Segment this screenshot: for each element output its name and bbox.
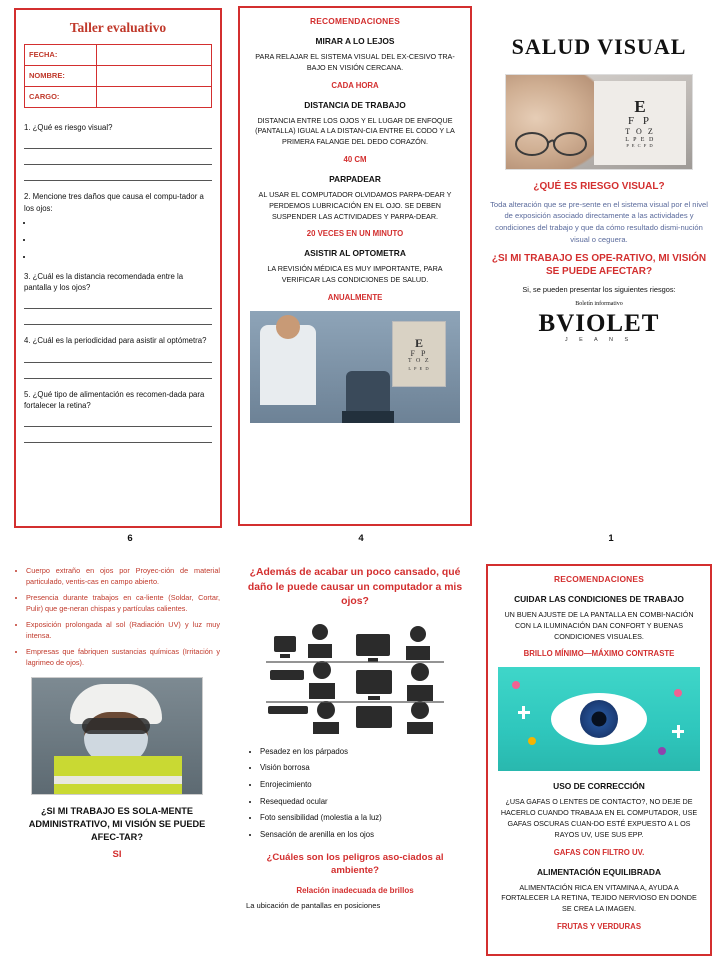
question-heading-riesgo: ¿QUÉ ES RIESGO VISUAL? (533, 181, 665, 192)
answer-bullet[interactable] (34, 252, 212, 261)
subsection-body-mirar: PARA RELAJAR EL SISTEMA VISUAL DEL EX-CESIVO TRA- BAJO EN VISIÓN CERCANA. (255, 52, 455, 72)
list-item: • Cuerpo extraño en ojos por Proyec-ción de material particulado, ventis-cas en campo abierto. (26, 566, 220, 587)
recomendaciones-box-2 (486, 564, 712, 956)
field-row-cargo (25, 87, 211, 107)
field-value-fecha[interactable] (97, 45, 211, 65)
answer-bullet[interactable] (34, 235, 212, 244)
list-item: • Resequedad ocular (260, 796, 464, 808)
cover-photo (505, 74, 693, 170)
field-value-nombre[interactable] (97, 66, 211, 86)
section-heading: RECOMENDACIONES (309, 16, 400, 26)
subsection-accent-brillo: BRILLO MÍNIMO—MÁXIMO CONTRASTE (523, 649, 675, 659)
phoropter-stand (342, 411, 394, 423)
subsection-title-parpadear: PARPADEAR (329, 173, 381, 184)
answer-line[interactable] (24, 154, 212, 165)
list-item: • Presencia durante trabajos en ca-liente (Soldar, Cortar, Pulir) que ge-neran chispas y partículas calientes. (26, 593, 220, 614)
form-fields (24, 44, 212, 108)
eye-chart-line-2: F P (628, 114, 652, 127)
answer-line[interactable] (24, 138, 212, 149)
list-item: • Empresas que fabriquen sustancias químicas (Irritación y lagrimeo de ojos). (26, 647, 220, 668)
answer-si: SI (112, 848, 122, 860)
subsection-accent-mirar: CADA HORA (331, 80, 379, 90)
answer-body-riesgo: Toda alteración que se pre-sente en el sistema visual por el nivel de exposición asociado directamente a las actividades y condiciones del trabajo y que da cómo resultado dismi-nución visual o ceguera. (490, 199, 708, 244)
panel-riesgos-operativos (0, 558, 232, 960)
panel-recomendaciones-b (478, 558, 720, 960)
safety-goggles (82, 718, 150, 734)
field-row-nombre (25, 66, 211, 87)
subsection-title-mirar: MIRAR A LO LEJOS (315, 36, 395, 46)
question-3: 3. ¿Cuál es la distancia recomendada entre la pantalla y los ojos? (24, 271, 184, 293)
answer-line[interactable] (24, 352, 212, 363)
field-row-fecha (25, 45, 211, 66)
field-value-cargo[interactable] (97, 87, 211, 107)
subsection-body-parpadear: AL USAR EL COMPUTADOR OLVIDAMOS PARPA-DEAR Y PERDEMOS LUBRICACIÓN EN EL OJO. SE DEBEN SUSPENDER LAS ACTIVIDADES Y PARPA-DEAR. (258, 189, 452, 221)
question-4: 4. ¿Cuál es la periodicidad para asistir al optómetra? (24, 336, 207, 346)
taller-box (14, 8, 222, 528)
subsection-body-condiciones: UN BUEN AJUSTE DE LA PANTALLA EN COMBI-NACIÓN CON LA ILUMINACIÓN DAN CONFORT Y BUENAS CONDICIONES VISUALES. (504, 610, 694, 641)
risk-list (26, 566, 220, 669)
recomendaciones-box (238, 6, 472, 526)
cross-mark (677, 725, 680, 738)
answer-body-operativo: Si, se pueden presentar los siguientes riesgos: (522, 284, 676, 294)
subsection-accent-gafas: GAFAS CON FILTRO UV. (553, 847, 645, 857)
subsection-accent-frutas: FRUTAS Y VERDURAS (556, 921, 642, 931)
brand-logo: BVIOLET (538, 309, 660, 337)
answer-line[interactable] (24, 170, 212, 181)
dot (512, 681, 520, 689)
list-item: • Foto sensibilidad (molestia a la luz) (260, 812, 464, 824)
office-workers-svg (260, 618, 450, 736)
panel-taller-evaluativo (0, 0, 232, 558)
answer-line[interactable] (24, 314, 212, 325)
question-heading-dano: ¿Además de acabar un poco cansado, qué daño le puede causar un computador a mis ojos? (247, 567, 463, 608)
doctor-head (276, 315, 300, 339)
subsection-body-alimentacion: ALIMENTACIÓN RICA EN VITAMINA A, AYUDA A FORTALECER LA RETINA, TEJIDO NERVIOSO EN DONDE SE CREA LA IMAGEN. (501, 882, 697, 914)
subsection-body-brillos: La ubicación de pantallas en posiciones (246, 900, 381, 910)
list-item: • Sensación de arenilla en los ojos (260, 829, 464, 841)
answer-line[interactable] (24, 432, 212, 443)
page-title: Taller evaluativo (69, 20, 167, 35)
subsection-body-optometra: LA REVISIÓN MÉDICA ES MUY IMPORTANTE, PARA VERIFICAR LAS CONDICIONES DE SALUD. (267, 264, 443, 285)
answer-lines-4[interactable] (24, 352, 212, 379)
office-illustration (260, 618, 450, 736)
subsection-accent-optometra: ANUALMENTE (327, 292, 383, 302)
eye-chart-line-3: T O Z (625, 126, 655, 136)
cross-mark (522, 706, 525, 719)
symptom-list (260, 746, 464, 841)
dot (674, 689, 682, 697)
eye-pupil (592, 712, 607, 727)
subsection-accent-parpadear: 20 VECES EN UN MINUTO (306, 229, 404, 239)
question-5: 5. ¿Qué tipo de alimentación es recomen-dada para fortalecer la retina? (24, 389, 205, 411)
answer-lines-1[interactable] (24, 138, 212, 181)
eye-illustration (498, 667, 700, 771)
answer-line[interactable] (24, 416, 212, 427)
subsection-body-distancia: DISTANCIA ENTRE LOS OJOS Y EL LUGAR DE ENFOQUE (PANTALLA) IGUAL A LA DISTAN-CIA ENTRE EL CODO Y LA PRIMERA FALANGE DEL DEDO CORAZÓN. (255, 115, 455, 147)
question-heading-operativo: ¿SI MI TRABAJO ES OPE-RATIVO, MI VISIÓN SE PUEDE AFECTAR? (491, 252, 707, 278)
field-label-nombre: NOMBRE: (25, 66, 97, 86)
subsection-title-optometra: ASISTIR AL OPTOMETRA (304, 248, 406, 259)
list-item: • Enrojecimiento (260, 779, 464, 791)
answer-line[interactable] (24, 368, 212, 379)
boletin-label: Boletín informativo (575, 300, 623, 307)
list-item: • Visión borrosa (260, 762, 464, 774)
dot (658, 747, 666, 755)
field-label-cargo: CARGO: (25, 87, 97, 107)
panel-recomendaciones-a (232, 0, 478, 558)
eye-chart-line-1: E (634, 96, 646, 116)
subsection-title-alimentacion: ALIMENTACIÓN EQUILIBRADA (536, 866, 662, 877)
glasses-icon (514, 129, 588, 159)
page-number-6: 6 (127, 533, 133, 544)
panel-danos-computador (232, 558, 478, 960)
answer-lines-5[interactable] (24, 416, 212, 443)
answer-bullets-2[interactable] (34, 218, 212, 261)
eye-chart (594, 81, 686, 165)
question-2: 2. Mencione tres daños que causa el compu-tador a los ojos: (24, 192, 204, 213)
list-item: • Pesadez en los párpados (260, 746, 464, 758)
section-heading-2: RECOMENDACIONES (553, 574, 644, 584)
worker-photo (31, 677, 203, 795)
safety-vest (54, 756, 182, 794)
answer-lines-3[interactable] (24, 298, 212, 325)
eye-chart-line-4: L P E D (625, 136, 655, 143)
wall-eye-chart: E F P T O Z L P E D (392, 321, 446, 387)
subsection-accent-distancia: 40 CM (343, 154, 367, 164)
cover-title: SALUD VISUAL (511, 34, 687, 59)
page-number-4: 4 (358, 533, 364, 544)
optometrist-photo (250, 311, 460, 423)
subsection-title-correccion: USO DE CORRECCIÓN (553, 781, 645, 792)
subsection-title-condiciones: CUIDAR LAS CONDICIONES DE TRABAJO (514, 594, 684, 604)
subsection-title-brillos: Relación inadecuada de brillos (296, 885, 414, 895)
answer-bullet[interactable] (34, 218, 212, 227)
brand-tagline: J E A N S (564, 336, 634, 343)
page-number-1: 1 (608, 533, 614, 544)
vest-reflective-strip (54, 776, 182, 784)
list-item: • Exposición prolongada al sol (Radiación UV) y luz muy intensa. (26, 620, 220, 641)
subsection-title-distancia: DISTANCIA DE TRABAJO (304, 99, 406, 110)
question-heading-administrativo: ¿SI MI TRABAJO ES SOLA-MENTE ADMINISTRATIVO, MI VISIÓN SE PUEDE AFEC-TAR? (28, 805, 206, 843)
answer-line[interactable] (24, 298, 212, 309)
dot (528, 737, 536, 745)
question-1: 1. ¿Qué es riesgo visual? (24, 123, 113, 132)
field-label-fecha: FECHA: (25, 45, 97, 65)
panel-cover (478, 0, 720, 558)
subsection-body-correccion: ¿USA GAFAS O LENTES DE CONTACTO?, NO DEJE DE HACERLO CUANDO TRABAJA EN EL COMPUTADOR, USE GAFAS OSCURAS CUAN-DO ESTÉ EXPUESTO A L OS RAYOS UV, USE SUS EPP. (500, 797, 698, 839)
eye-chart-line-5: P E C F D (626, 142, 654, 148)
question-heading-peligros: ¿Cuáles son los peligros aso-ciados al ambiente? (266, 851, 444, 877)
